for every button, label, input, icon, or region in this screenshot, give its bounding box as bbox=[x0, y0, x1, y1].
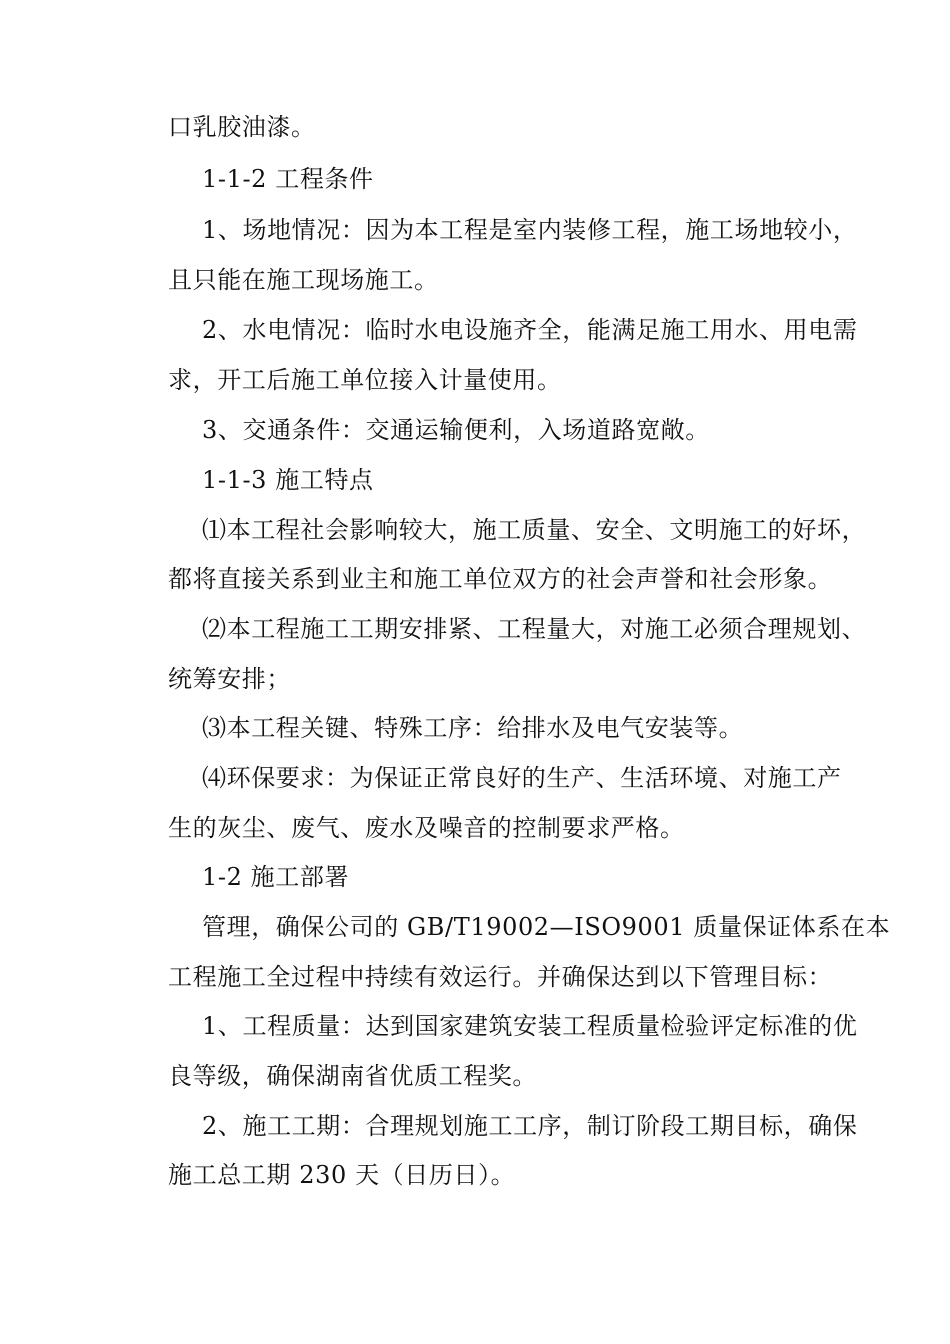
text-line: ⑴本工程社会影响较大，施工质量、安全、文明施工的好坏， bbox=[202, 516, 867, 544]
text-line: 管理，确保公司的 GB/T19002—ISO9001 质量保证体系在本 bbox=[202, 913, 891, 941]
text-line: 生的灰尘、废气、废水及噪音的控制要求严格。 bbox=[168, 814, 685, 842]
text-line: 工程施工全过程中持续有效运行。并确保达到以下管理目标： bbox=[168, 963, 833, 991]
text-line: ⑶本工程关键、特殊工序：给排水及电气安装等。 bbox=[202, 714, 744, 742]
text-line: 3、交通条件：交通运输便利，入场道路宽敞。 bbox=[202, 416, 710, 444]
text-line: 都将直接关系到业主和施工单位双方的社会声誉和社会形象。 bbox=[168, 565, 833, 593]
text-line: 2、施工工期：合理规划施工工序，制订阶段工期目标，确保 bbox=[202, 1112, 858, 1140]
text-line: ⑷环保要求：为保证正常良好的生产、生活环境、对施工产 bbox=[202, 764, 842, 792]
text-line: 1、场地情况：因为本工程是室内装修工程，施工场地较小， bbox=[202, 216, 858, 244]
text-line: 求，开工后施工单位接入计量使用。 bbox=[168, 366, 562, 394]
text-line: 统筹安排； bbox=[168, 665, 291, 693]
section-heading-1-2: 1-2 施工部署 bbox=[202, 863, 350, 891]
text-line: 1、工程质量：达到国家建筑安装工程质量检验评定标准的优 bbox=[202, 1012, 858, 1040]
text-line: 施工总工期 230 天（日历日）。 bbox=[168, 1161, 516, 1189]
section-heading-1-1-2: 1-1-2 工程条件 bbox=[202, 165, 374, 193]
text-line: 且只能在施工现场施工。 bbox=[168, 266, 439, 294]
text-line: 口乳胶油漆。 bbox=[168, 113, 316, 141]
text-line: 2、水电情况：临时水电设施齐全，能满足施工用水、用电需 bbox=[202, 316, 858, 344]
section-heading-1-1-3: 1-1-3 施工特点 bbox=[202, 466, 374, 494]
text-line: 良等级，确保湖南省优质工程奖。 bbox=[168, 1062, 537, 1090]
text-line: ⑵本工程施工工期安排紧、工程量大，对施工必须合理规划、 bbox=[202, 615, 867, 643]
